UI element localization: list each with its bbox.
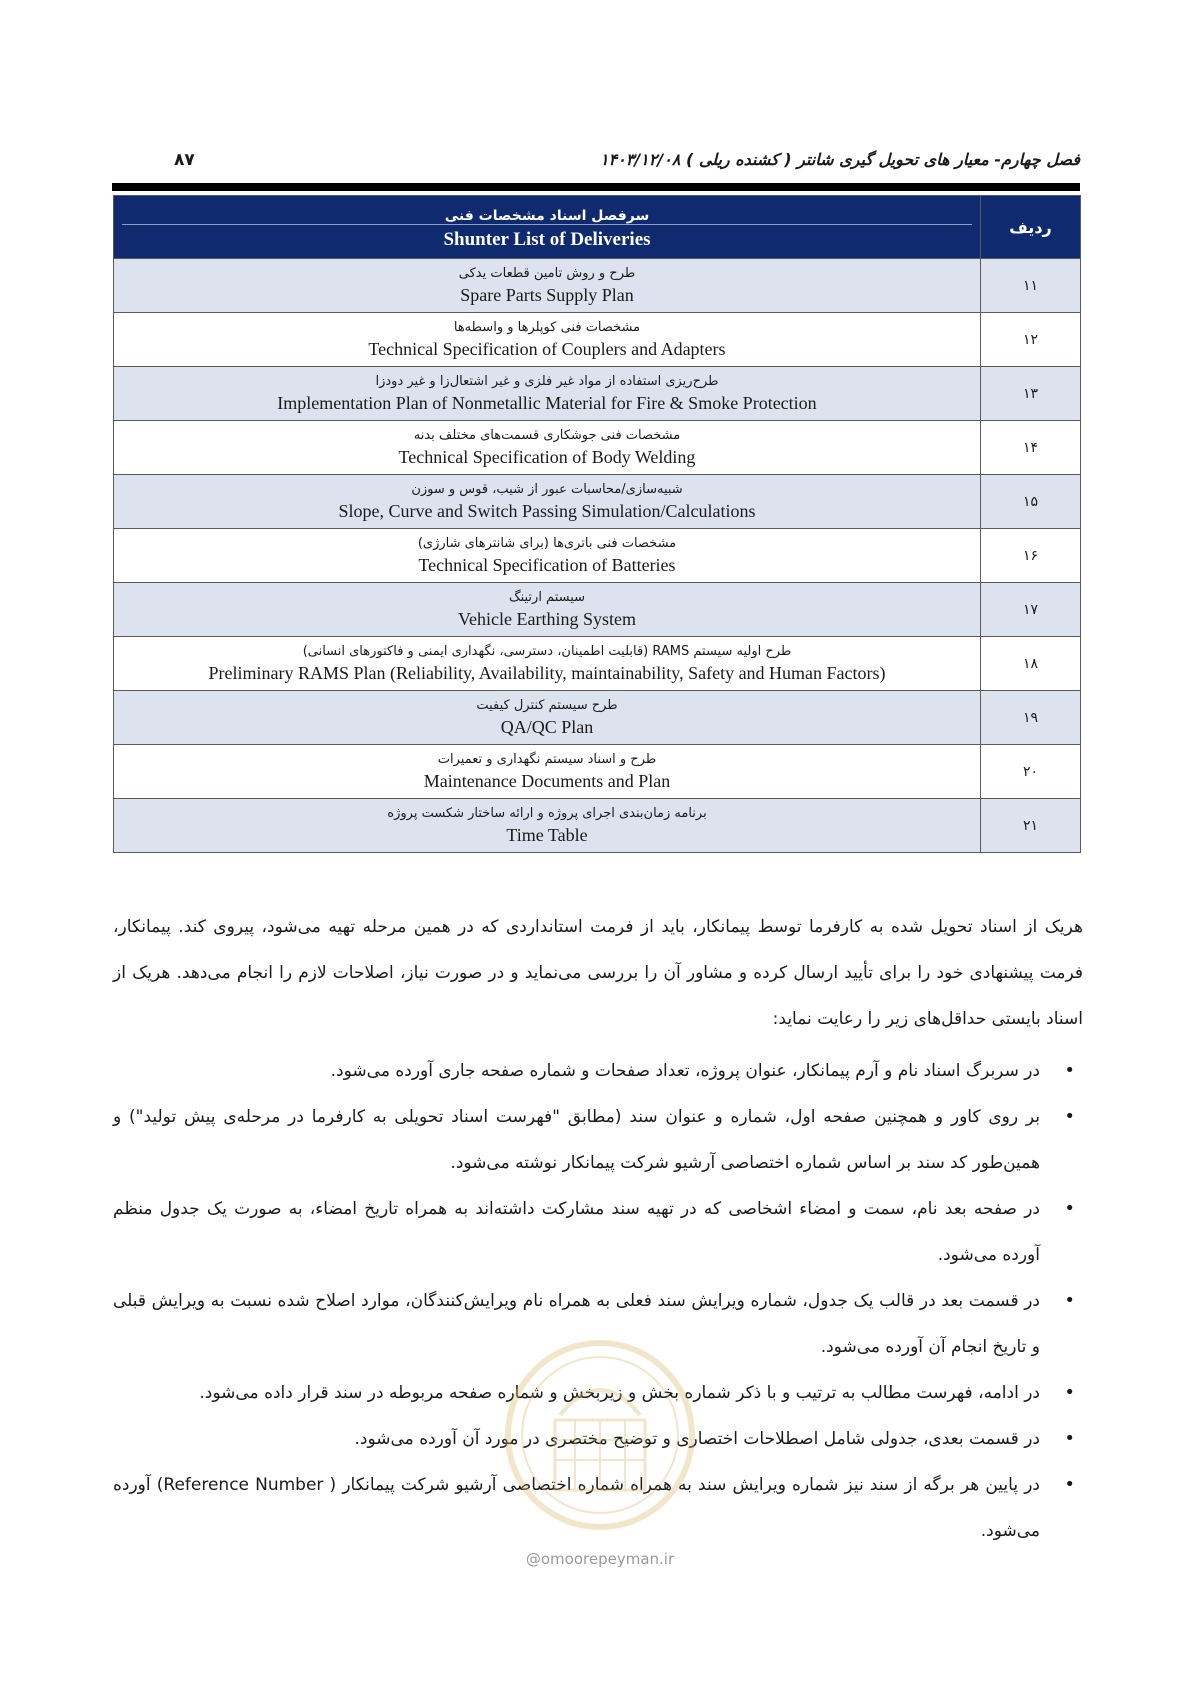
table-row	[114, 475, 1081, 529]
row-title-en: Maintenance Documents and Plan	[423, 770, 671, 791]
row-title-en: Implementation Plan of Nonmetallic Material for Fire & Smoke Protection	[277, 392, 817, 413]
chapter-title: فصل چهارم- معیار های تحویل گیری شانتر ( کشنده ریلی ) ۱۴۰۳/۱۲/۰۸	[599, 150, 1080, 169]
table-row	[114, 529, 1081, 583]
list-item-text: در سربرگ اسناد نام و آرم پیمانکار، عنوان پروژه، تعداد صفحات و شماره صفحه جاری آورده می‌شود.	[330, 1061, 1040, 1081]
row-title	[114, 313, 981, 367]
deliverables-table	[113, 195, 1081, 853]
table-row	[114, 259, 1081, 313]
row-number: ۱۳	[981, 367, 1081, 421]
list-item	[113, 1048, 1083, 1094]
row-title-en: Spare Parts Supply Plan	[460, 284, 634, 305]
row-title-fa: طرح سیستم کنترل کیفیت	[476, 697, 618, 713]
row-number: ۱۴	[981, 421, 1081, 475]
list-item-text: بر روی کاور و همچنین صفحه اول، شماره و عنوان سند (مطابق "فهرست اسناد تحویلی به کارفرما در مرحله‌ی پیش تولید") و همین‌طور کد سند بر اساس شماره اختصاصی آرشیو شرکت پیمانکار نوشته می‌شود.	[113, 1107, 1040, 1173]
row-title-en: Vehicle Earthing System	[458, 608, 636, 629]
row-title-fa: طرح‌ریزی استفاده از مواد غیر فلزی و غیر اشتعال‌زا و غیر دودزا	[375, 373, 719, 389]
bullet-icon: •	[1064, 1290, 1075, 1311]
title-header-fa: سرفصل اسناد مشخصات فنی	[444, 207, 650, 224]
list-item-text: در صفحه بعد نام، سمت و امضاء اشخاصی که در تهیه سند مشارکت داشته‌اند به همراه تاریخ امضاء، به صورت یک جدول منظم آورده می‌شود.	[113, 1199, 1040, 1265]
table-row	[114, 691, 1081, 745]
row-title-fa: مشخصات فنی جوشکاری قسمت‌های مختلف بدنه	[413, 427, 681, 443]
bullet-icon: •	[1064, 1474, 1075, 1495]
list-item	[113, 1094, 1083, 1186]
bullet-icon: •	[1064, 1060, 1075, 1081]
row-title-en: Preliminary RAMS Plan (Reliability, Availability, maintainability, Safety and Human Factors)	[208, 662, 886, 683]
list-item-text: در ادامه، فهرست مطالب به ترتیب و با ذکر شماره بخش و زیربخش و شماره صفحه مربوطه در سند قرار داده می‌شود.	[199, 1383, 1040, 1403]
table-row	[114, 637, 1081, 691]
intro-paragraph: هریک از اسناد تحویل شده به کارفرما توسط پیمانکار، باید از فرمت استانداردی که در همین مرحله تهیه می‌شود، پیروی کند. پیمانکار، فرمت پیشنهادی خود را برای تأیید ارسال کرده و مشاور آن را بررسی می‌نماید و در صورت نیاز، اصلاحات لازم را انجام می‌دهد. هریک از اسناد بایستی حداقل‌های زیر را رعایت نماید:	[113, 917, 1083, 1029]
table-row	[114, 583, 1081, 637]
row-title-fa: سیستم ارتینگ	[508, 589, 586, 605]
page-number: ۸۷	[174, 150, 195, 170]
row-title-en: Technical Specification of Batteries	[418, 554, 676, 575]
row-title-fa: طرح اولیه سیستم RAMS (قابلیت اطمینان، دسترسی، نگهداری ایمنی و فاکتورهای انسانی)	[302, 643, 792, 659]
table-row	[114, 421, 1081, 475]
row-title-fa: شبیه‌سازی/محاسبات عبور از شیب، قوس و سوزن	[411, 481, 683, 497]
row-title	[114, 799, 981, 853]
row-title-fa: برنامه زمان‌بندی اجرای پروژه و ارائه ساختار شکست پروژه	[387, 805, 707, 821]
row-number: ۱۱	[981, 259, 1081, 313]
table-row	[114, 799, 1081, 853]
bullet-icon: •	[1064, 1382, 1075, 1403]
list-item-text: در قسمت بعدی، جدولی شامل اصطلاحات اختصاری و توضیح مختصری در مورد آن آورده می‌شود.	[354, 1429, 1040, 1449]
row-title	[114, 745, 981, 799]
row-number: ۱۲	[981, 313, 1081, 367]
row-number: ۱۷	[981, 583, 1081, 637]
list-item	[113, 1186, 1083, 1278]
row-title	[114, 529, 981, 583]
watermark-logo-icon	[500, 1325, 700, 1565]
row-title-fa: طرح و اسناد سیستم نگهداری و تعمیرات	[437, 751, 657, 767]
row-number: ۲۰	[981, 745, 1081, 799]
row-number: ۱۶	[981, 529, 1081, 583]
row-title	[114, 259, 981, 313]
row-title	[114, 421, 981, 475]
watermark-site: @omoorepeyman.ir	[525, 1550, 675, 1568]
row-title	[114, 583, 981, 637]
row-number: ۱۵	[981, 475, 1081, 529]
row-title-en: Technical Specification of Body Welding	[398, 446, 696, 467]
row-title	[114, 637, 981, 691]
table-row	[114, 745, 1081, 799]
bullet-icon: •	[1064, 1106, 1075, 1127]
row-title	[114, 475, 981, 529]
row-number: ۱۹	[981, 691, 1081, 745]
table-row	[114, 313, 1081, 367]
bullet-icon: •	[1064, 1428, 1075, 1449]
header-rule	[112, 183, 1080, 187]
list-item-text: در قسمت بعد در قالب یک جدول، شماره ویرایش سند فعلی به همراه نام ویرایش‌کنندگان، موارد اصلاح شده نسبت به ویرایش قبلی و تاریخ انجام آن آورده می‌شود.	[113, 1291, 1040, 1357]
title-header	[114, 196, 981, 259]
title-header-en: Shunter List of Deliveries	[443, 228, 651, 250]
row-title	[114, 367, 981, 421]
row-number: ۱۸	[981, 637, 1081, 691]
header-divider	[122, 224, 972, 225]
row-title-en: Time Table	[506, 824, 588, 845]
row-title	[114, 691, 981, 745]
row-title-en: QA/QC Plan	[500, 716, 594, 737]
table-row	[114, 367, 1081, 421]
row-title-fa: طرح و روش تامین قطعات یدکی	[458, 265, 636, 281]
row-title-en: Technical Specification of Couplers and Adapters	[368, 338, 726, 359]
page-header	[112, 150, 1080, 180]
row-number-header: ردیف	[981, 196, 1081, 259]
row-title-en: Slope, Curve and Switch Passing Simulation/Calculations	[338, 500, 756, 521]
list-item-text: در پایین هر برگه از سند نیز شماره ویرایش سند به همراه شماره اختصاصی آرشیو شرکت پیمانکار ( Reference Number) آورده می‌شود.	[113, 1475, 1040, 1541]
row-title-fa: مشخصات فنی باتری‌ها (برای شانترهای شارژی)	[417, 535, 677, 551]
row-title-fa: مشخصات فنی کوپلرها و واسطه‌ها	[453, 319, 641, 335]
bullet-icon: •	[1064, 1198, 1075, 1219]
row-number: ۲۱	[981, 799, 1081, 853]
